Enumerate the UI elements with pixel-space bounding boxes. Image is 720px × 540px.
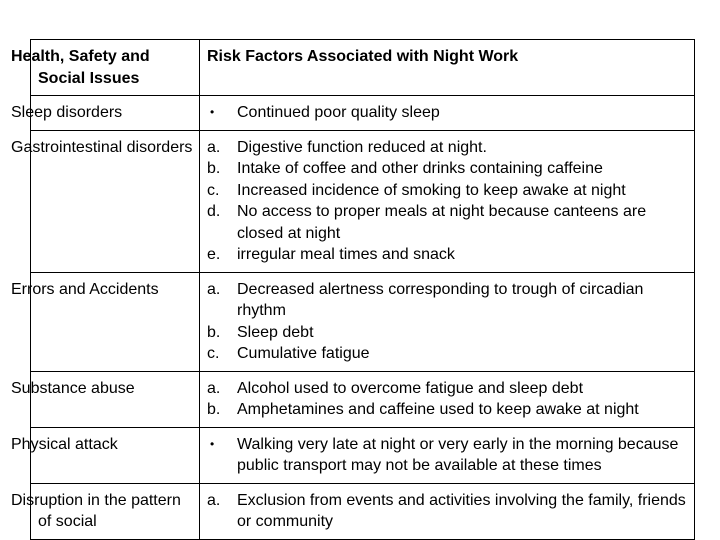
factor-text: irregular meal times and snack — [237, 246, 455, 263]
issue-cell: Sleep disorders — [31, 96, 200, 131]
factor-list — [207, 279, 689, 365]
factor-text: Exclusion from events and activities involving the family, friends or community — [237, 491, 686, 530]
factor-text: Increased incidence of smoking to keep awake at night — [237, 181, 626, 199]
factors-cell — [200, 96, 695, 131]
list-marker: b. — [207, 160, 221, 177]
factor-item — [207, 137, 689, 159]
header-issues: Health, Safety and Social Issues — [31, 40, 200, 96]
factor-list — [207, 137, 689, 266]
factor-item — [207, 180, 689, 202]
factor-text: Intake of coffee and other drinks containing caffeine — [237, 160, 603, 177]
list-marker: a. — [207, 138, 221, 156]
factor-text: Sleep debt — [237, 323, 314, 341]
issue-cell: Physical attack — [31, 427, 200, 483]
list-marker: • — [210, 436, 215, 451]
issue-cell: Substance abuse — [31, 371, 200, 427]
factor-item — [207, 399, 689, 421]
issue-cell: Gastrointestinal disorders — [31, 130, 200, 272]
factor-item — [207, 102, 689, 124]
list-marker: d. — [207, 203, 221, 220]
factor-list — [207, 434, 689, 477]
factor-text: Decreased alertness corresponding to trough of circadian rhythm — [237, 280, 644, 319]
issue-cell: Errors and Accidents — [31, 272, 200, 371]
factor-item — [207, 434, 689, 477]
table-row — [31, 371, 695, 427]
list-marker: a. — [207, 379, 221, 397]
list-marker: c. — [207, 345, 220, 362]
table-row — [31, 130, 695, 272]
issue-cell: Disruption in the pattern of social — [31, 483, 200, 539]
factor-text: Walking very late at night or very early in the morning because public transport may not be available at these times — [237, 435, 679, 474]
table-row — [31, 483, 695, 539]
list-marker: • — [210, 105, 215, 119]
list-marker: e. — [207, 246, 221, 263]
table-body — [11, 40, 695, 540]
factors-cell — [200, 371, 695, 427]
table-row — [31, 272, 695, 371]
factor-text: Alcohol used to overcome fatigue and sleep debt — [237, 379, 584, 397]
factors-cell — [200, 483, 695, 539]
factors-cell — [200, 130, 695, 272]
factor-text: Cumulative fatigue — [237, 345, 370, 362]
factors-cell — [200, 427, 695, 483]
factor-list — [207, 490, 689, 533]
factor-item — [207, 279, 689, 322]
risk-factors-table — [11, 39, 695, 540]
list-marker: a. — [207, 280, 221, 298]
factor-text: Continued poor quality sleep — [237, 104, 440, 121]
list-marker: b. — [207, 401, 221, 418]
factor-item — [207, 201, 689, 244]
factor-item — [207, 343, 689, 365]
factor-text: No access to proper meals at night because canteens are closed at night — [237, 203, 647, 242]
factor-list — [207, 378, 689, 421]
factors-cell — [200, 272, 695, 371]
header-row — [31, 40, 695, 96]
table-row — [31, 427, 695, 483]
list-marker: c. — [207, 181, 220, 199]
factor-item — [207, 490, 689, 533]
header-risk-factors: Risk Factors Associated with Night Work — [200, 40, 695, 96]
list-marker: b. — [207, 323, 221, 341]
factor-text: Digestive function reduced at night. — [237, 138, 487, 156]
factor-item — [207, 158, 689, 180]
factor-text: Amphetamines and caffeine used to keep awake at night — [237, 401, 639, 418]
factor-list — [207, 102, 689, 124]
table-row — [31, 96, 695, 131]
factor-item — [207, 322, 689, 344]
factor-item — [207, 378, 689, 400]
list-marker: a. — [207, 491, 221, 509]
factor-item — [207, 244, 689, 266]
